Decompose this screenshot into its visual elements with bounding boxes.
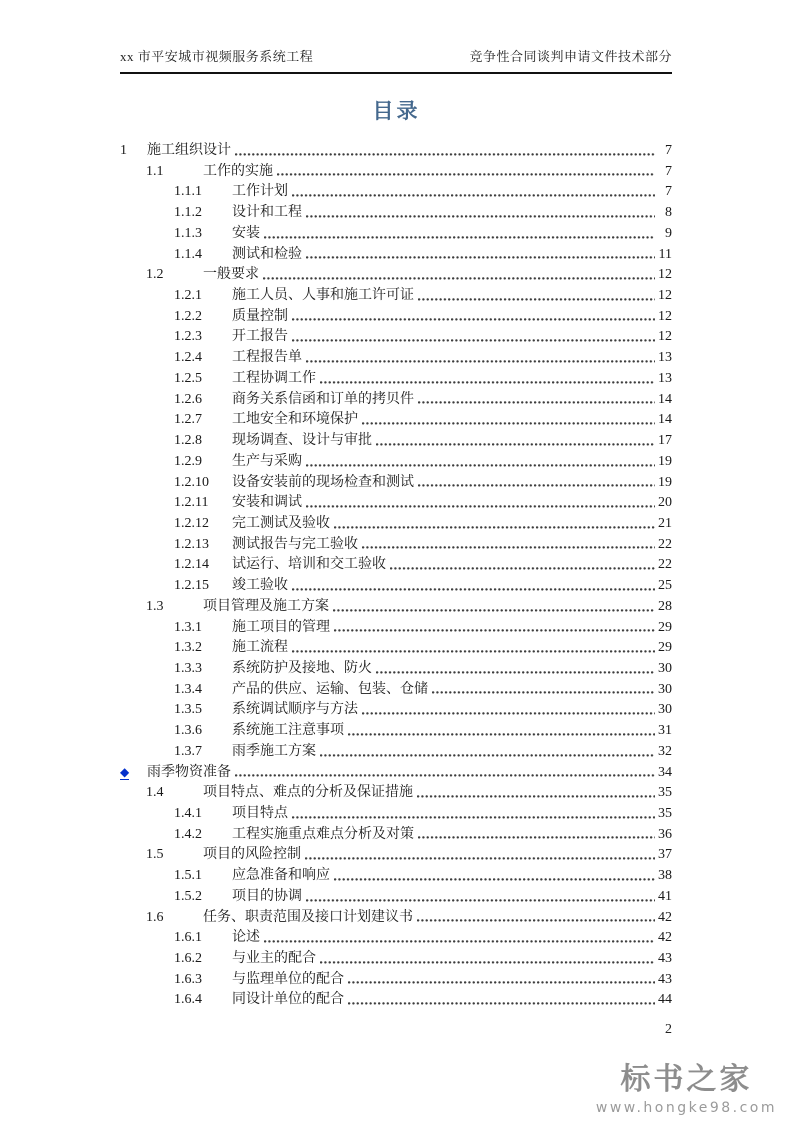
toc-entry-title: 测试和检验 bbox=[232, 246, 302, 262]
toc-entry-page: 36 bbox=[658, 826, 672, 842]
toc-entry-number: 1.6.3 bbox=[174, 971, 202, 987]
toc-entry-title: 竣工验收 bbox=[232, 578, 288, 594]
toc-entry-title: 系统施工注意事项 bbox=[232, 723, 344, 739]
toc-title: 目录 bbox=[372, 99, 421, 123]
toc-entry-title: 质量控制 bbox=[232, 308, 288, 324]
toc-entry-page: 30 bbox=[658, 702, 672, 718]
toc-entry-page: 19 bbox=[658, 474, 672, 490]
toc-leader-dots bbox=[305, 855, 655, 860]
toc-entry-number: 1.2.3 bbox=[174, 329, 202, 345]
toc-entry-number: 1.2.7 bbox=[174, 412, 202, 428]
toc-leader-dots bbox=[418, 296, 655, 301]
toc-entry-number: 1.2.11 bbox=[174, 495, 209, 511]
toc-leader-dots bbox=[306, 897, 655, 902]
toc-entry-number: 1.5.2 bbox=[174, 888, 202, 904]
toc-entry-title: 试运行、培训和交工验收 bbox=[232, 557, 386, 573]
toc-entry-page: 7 bbox=[665, 163, 672, 179]
toc-entry-title: 与业主的配合 bbox=[232, 951, 316, 967]
toc-entry[interactable] bbox=[120, 906, 672, 927]
toc-entry[interactable] bbox=[120, 761, 672, 782]
diamond-bullet-icon: ◆ bbox=[120, 764, 130, 779]
toc-entry[interactable] bbox=[120, 926, 672, 947]
toc-entry-number: 1.2.5 bbox=[174, 370, 202, 386]
toc-entry-title: 工程报告单 bbox=[232, 350, 302, 366]
toc-entry-title: 生产与采购 bbox=[232, 453, 302, 469]
toc-entry-page: 43 bbox=[658, 971, 672, 987]
toc-entry-number: 1.2.15 bbox=[174, 578, 209, 594]
toc-entry-number: 1.2.4 bbox=[174, 350, 202, 366]
toc-entry[interactable] bbox=[120, 595, 672, 616]
toc-entry[interactable] bbox=[120, 243, 672, 264]
toc-leader-dots bbox=[390, 565, 655, 570]
toc-entry-title: 安装 bbox=[232, 225, 260, 241]
toc-entry-number: 1.3 bbox=[146, 598, 164, 614]
toc-entry[interactable] bbox=[120, 325, 672, 346]
toc-entry-number: 1.2.1 bbox=[174, 288, 202, 304]
toc-entry[interactable] bbox=[120, 263, 672, 284]
toc-entry[interactable] bbox=[120, 968, 672, 989]
toc-entry-title: 现场调查、设计与审批 bbox=[232, 433, 372, 449]
toc-entry-page: 32 bbox=[658, 743, 672, 759]
toc-entry[interactable] bbox=[120, 553, 672, 574]
toc-entry-number: 1.2.6 bbox=[174, 391, 202, 407]
toc-entry[interactable] bbox=[120, 139, 672, 160]
toc-entry-page: 38 bbox=[658, 868, 672, 884]
toc-entry[interactable] bbox=[120, 988, 672, 1009]
toc-entry-title: 任务、职责范围及接口计划建议书 bbox=[203, 909, 413, 925]
toc-entry-title: 施工人员、人事和施工许可证 bbox=[232, 288, 414, 304]
toc-entry-number: 1.3.4 bbox=[174, 681, 202, 697]
toc-entry-page: 22 bbox=[658, 536, 672, 552]
toc-entry[interactable] bbox=[120, 388, 672, 409]
toc-leader-dots bbox=[235, 772, 655, 777]
toc-entry-title: 施工流程 bbox=[232, 640, 288, 656]
header-right-text: 竞争性合同谈判申请文件技术部分 bbox=[469, 49, 672, 64]
toc-leader-dots bbox=[320, 752, 655, 757]
toc-entry-number: 1.2.12 bbox=[174, 515, 209, 531]
toc-entry-number: 1 bbox=[120, 143, 127, 158]
toc-leader-dots bbox=[362, 710, 655, 715]
toc-leader-dots bbox=[306, 462, 655, 467]
toc-leader-dots bbox=[292, 337, 655, 342]
toc-leader-dots bbox=[376, 441, 655, 446]
toc-entry[interactable] bbox=[120, 305, 672, 326]
toc-entry[interactable] bbox=[120, 802, 672, 823]
toc-entry-number: 1.2.14 bbox=[174, 557, 209, 573]
toc-entry-page: 9 bbox=[665, 225, 672, 241]
toc-entry[interactable] bbox=[120, 719, 672, 740]
toc-entry[interactable] bbox=[120, 616, 672, 637]
toc-leader-dots bbox=[320, 379, 655, 384]
toc-entry-page: 19 bbox=[658, 453, 672, 469]
toc-leader-dots bbox=[306, 213, 655, 218]
toc-leader-dots bbox=[348, 731, 655, 736]
toc-entry-number: 1.2.8 bbox=[174, 433, 202, 449]
toc-entry-number: 1.3.5 bbox=[174, 702, 202, 718]
toc-entry[interactable] bbox=[120, 346, 672, 367]
toc-leader-dots bbox=[292, 814, 655, 819]
toc-entry-page: 29 bbox=[658, 619, 672, 635]
toc-entry-title: 工程协调工作 bbox=[232, 370, 316, 386]
toc-leader-dots bbox=[417, 917, 655, 922]
toc-entry[interactable] bbox=[120, 491, 672, 512]
toc-entry-page: 43 bbox=[658, 951, 672, 967]
toc-entry-title: 项目的协调 bbox=[232, 888, 302, 904]
toc-entry-title: 产品的供应、运输、包装、仓储 bbox=[232, 681, 428, 697]
toc-entry-number: 1.5 bbox=[146, 847, 164, 863]
toc-entry[interactable] bbox=[120, 408, 672, 429]
toc-entry-title: 施工组织设计 bbox=[147, 143, 231, 158]
toc-entry-title: 项目的风险控制 bbox=[203, 847, 301, 863]
toc-entry-page: 20 bbox=[658, 495, 672, 511]
toc-entry[interactable] bbox=[120, 740, 672, 761]
toc-entry-title: 测试报告与完工验收 bbox=[232, 536, 358, 552]
toc-entry-title: 雨季施工方案 bbox=[232, 743, 316, 759]
toc-entry-number: 1.3.3 bbox=[174, 660, 202, 676]
toc-entry-page: 7 bbox=[665, 143, 672, 158]
toc-entry[interactable] bbox=[120, 781, 672, 802]
toc-entry-number: 1.3.7 bbox=[174, 743, 202, 759]
toc-entry-title: 项目特点、难点的分析及保证措施 bbox=[203, 785, 413, 801]
header-row bbox=[120, 46, 672, 74]
toc-entry[interactable] bbox=[120, 864, 672, 885]
toc-entry-page: 12 bbox=[658, 329, 672, 345]
toc-leader-dots bbox=[277, 171, 655, 176]
toc-entry-page: 34 bbox=[658, 764, 672, 780]
toc-entry-title: 项目管理及施工方案 bbox=[203, 598, 329, 614]
toc-leader-dots bbox=[362, 420, 655, 425]
toc-list bbox=[120, 139, 672, 1009]
toc-entry-title: 施工项目的管理 bbox=[232, 619, 330, 635]
toc-leader-dots bbox=[292, 586, 655, 591]
toc-entry-title: 系统防护及接地、防火 bbox=[232, 660, 372, 676]
toc-entry-title: 雨季物资准备 bbox=[147, 764, 231, 780]
toc-entry-title: 商务关系信函和订单的拷贝件 bbox=[232, 391, 414, 407]
toc-entry-number: 1.2.10 bbox=[174, 474, 209, 490]
toc-entry-page: 14 bbox=[658, 412, 672, 428]
toc-entry-number: 1.1.1 bbox=[174, 184, 202, 200]
toc-entry-page: 41 bbox=[658, 888, 672, 904]
toc-entry-number: 1.6.4 bbox=[174, 992, 202, 1008]
toc-leader-dots bbox=[432, 689, 655, 694]
toc-leader-dots bbox=[333, 607, 655, 612]
toc-entry[interactable] bbox=[120, 367, 672, 388]
toc-leader-dots bbox=[292, 648, 655, 653]
toc-entry-title: 设计和工程 bbox=[232, 205, 302, 221]
toc-leader-dots bbox=[334, 627, 655, 632]
toc-leader-dots bbox=[418, 399, 655, 404]
toc-entry-number: 1.6 bbox=[146, 909, 164, 925]
toc-entry-page: 22 bbox=[658, 557, 672, 573]
toc-entry-number: 1.2.2 bbox=[174, 308, 202, 324]
toc-entry[interactable] bbox=[120, 512, 672, 533]
toc-leader-dots bbox=[306, 503, 655, 508]
toc-entry-title: 安装和调试 bbox=[232, 495, 302, 511]
toc-entry-page: 42 bbox=[658, 930, 672, 946]
toc-leader-dots bbox=[264, 234, 655, 239]
toc-entry-page: 8 bbox=[665, 205, 672, 221]
toc-leader-dots bbox=[306, 358, 655, 363]
toc-entry[interactable] bbox=[120, 574, 672, 595]
toc-entry-title: 系统调试顺序与方法 bbox=[232, 702, 358, 718]
toc-leader-dots bbox=[418, 482, 655, 487]
watermark-url: www.hongke98.com bbox=[595, 1100, 777, 1116]
toc-entry[interactable] bbox=[120, 222, 672, 243]
toc-leader-dots bbox=[263, 275, 655, 280]
watermark bbox=[596, 1054, 777, 1116]
toc-entry-page: 17 bbox=[658, 433, 672, 449]
toc-entry-number: 1.5.1 bbox=[174, 868, 202, 884]
toc-leader-dots bbox=[418, 834, 655, 839]
toc-entry-page: 11 bbox=[658, 246, 672, 262]
toc-entry-page: 30 bbox=[658, 660, 672, 676]
toc-entry-number: 1.3.6 bbox=[174, 723, 202, 739]
toc-leader-dots bbox=[235, 151, 655, 156]
toc-entry-number: 1.3.2 bbox=[174, 640, 202, 656]
header-left-text: xx 市平安城市视频服务系统工程 bbox=[120, 49, 314, 64]
toc-entry[interactable] bbox=[120, 450, 672, 471]
toc-entry[interactable] bbox=[120, 201, 672, 222]
toc-entry[interactable] bbox=[120, 843, 672, 864]
toc-entry[interactable] bbox=[120, 471, 672, 492]
toc-entry-title: 完工测试及验收 bbox=[232, 515, 330, 531]
toc-entry-page: 31 bbox=[658, 723, 672, 739]
toc-leader-dots bbox=[348, 1000, 655, 1005]
toc-entry-title: 设备安装前的现场检查和测试 bbox=[232, 474, 414, 490]
toc-entry[interactable] bbox=[120, 160, 672, 181]
toc-entry-number: 1.1.2 bbox=[174, 205, 202, 221]
toc-entry-page: 35 bbox=[658, 785, 672, 801]
toc-entry-number: 1.4.1 bbox=[174, 806, 202, 821]
toc-entry-page: 13 bbox=[658, 370, 672, 386]
watermark-brand: 标书之家 bbox=[620, 1062, 753, 1097]
toc-entry-title: 论述 bbox=[232, 930, 260, 946]
toc-entry-page: 7 bbox=[665, 184, 672, 200]
toc-entry[interactable] bbox=[120, 284, 672, 305]
toc-leader-dots bbox=[292, 192, 655, 197]
toc-leader-dots bbox=[334, 524, 655, 529]
toc-entry-number: 1.2.9 bbox=[174, 453, 202, 469]
toc-entry-title: 工作计划 bbox=[232, 184, 288, 200]
toc-entry[interactable] bbox=[120, 698, 672, 719]
toc-entry-number: 1.6.2 bbox=[174, 951, 202, 967]
page-footer bbox=[120, 1022, 672, 1038]
toc-leader-dots bbox=[376, 669, 655, 674]
toc-entry[interactable] bbox=[120, 947, 672, 968]
toc-entry-page: 12 bbox=[658, 267, 672, 283]
toc-entry-title: 应急准备和响应 bbox=[232, 868, 330, 884]
toc-entry-page: 14 bbox=[658, 391, 672, 407]
toc-entry-title: 工作的实施 bbox=[203, 163, 273, 179]
toc-leader-dots bbox=[264, 938, 655, 943]
toc-entry-page: 28 bbox=[658, 598, 672, 614]
toc-leader-dots bbox=[417, 793, 655, 798]
toc-entry-number: 1.4 bbox=[146, 785, 164, 801]
toc-entry-title: 同设计单位的配合 bbox=[232, 992, 344, 1008]
toc-entry[interactable] bbox=[120, 678, 672, 699]
toc-entry-page: 30 bbox=[658, 681, 672, 697]
toc-leader-dots bbox=[306, 254, 655, 259]
toc-entry-page: 35 bbox=[658, 806, 672, 821]
toc-entry-number: 1.1.3 bbox=[174, 225, 202, 241]
toc-entry[interactable] bbox=[120, 885, 672, 906]
toc-entry-title: 一般要求 bbox=[203, 267, 259, 283]
toc-entry-number: 1.1 bbox=[146, 163, 164, 179]
toc-entry-page: 29 bbox=[658, 640, 672, 656]
toc-entry[interactable] bbox=[120, 823, 672, 844]
diamond-bullet-icon bbox=[120, 765, 147, 780]
toc-leader-dots bbox=[362, 544, 655, 549]
toc-entry[interactable] bbox=[120, 429, 672, 450]
toc-entry-title: 开工报告 bbox=[232, 329, 288, 345]
toc-leader-dots bbox=[334, 876, 655, 881]
toc-entry-title: 工地安全和环境保护 bbox=[232, 412, 358, 428]
toc-leader-dots bbox=[320, 959, 655, 964]
toc-entry-page: 13 bbox=[658, 350, 672, 366]
toc-entry-page: 42 bbox=[658, 909, 672, 925]
toc-entry-page: 21 bbox=[658, 515, 672, 531]
page-header bbox=[120, 46, 672, 74]
page-number: 2 bbox=[665, 1022, 672, 1037]
toc-entry-title: 工程实施重点难点分析及对策 bbox=[232, 826, 414, 842]
toc-entry-number: 1.1.4 bbox=[174, 246, 202, 262]
toc-entry-page: 37 bbox=[658, 847, 672, 863]
toc-entry[interactable] bbox=[120, 180, 672, 201]
toc-entry-number: 1.4.2 bbox=[174, 826, 202, 842]
toc-entry[interactable] bbox=[120, 533, 672, 554]
toc-entry-number: 1.2 bbox=[146, 267, 164, 283]
toc-leader-dots bbox=[292, 316, 655, 321]
toc-entry-number: 1.3.1 bbox=[174, 619, 202, 635]
toc-entry-page: 25 bbox=[658, 578, 672, 594]
toc-entry-title: 项目特点 bbox=[232, 806, 288, 821]
toc-entry-page: 44 bbox=[658, 992, 672, 1008]
toc-entry-page: 12 bbox=[658, 288, 672, 304]
toc-leader-dots bbox=[348, 979, 655, 984]
toc-entry-title: 与监理单位的配合 bbox=[232, 971, 344, 987]
toc-entry-number: 1.6.1 bbox=[174, 930, 202, 946]
toc-entry[interactable] bbox=[120, 657, 672, 678]
toc-entry-number: 1.2.13 bbox=[174, 536, 209, 552]
toc-entry-page: 12 bbox=[658, 308, 672, 324]
toc-entry[interactable] bbox=[120, 636, 672, 657]
